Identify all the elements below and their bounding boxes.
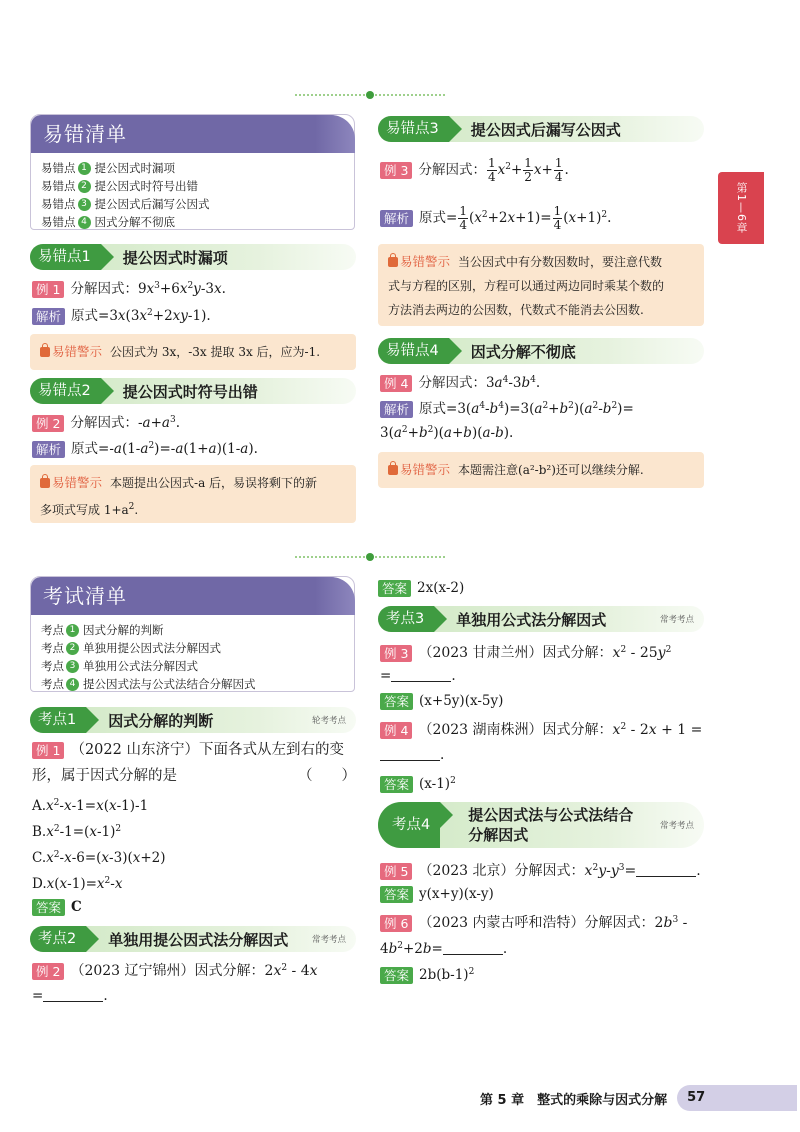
list-item: 考点 4 提公因式法与公式法结合分解因式 [41,677,256,691]
exam-example-3-cont: = . [380,668,456,684]
analysis-1: 解析 原式$=3x(3x^2+2xy-1)$. [32,303,211,326]
exam-example-3: 例 3 （2023 甘肃兰州）因式分解：$x^2 - 25y^2$ [380,640,671,663]
exam-answer-6: 答案 $2b(b-1)^2$ [380,962,474,985]
exam-example-6-cont: $4b^2+2b=$ . [380,941,508,957]
page-number: 57 [677,1085,797,1111]
lock-icon [40,478,50,488]
analysis-4: 解析 原式$=3(a^4-b^4)=3(a^2+b^2)(a^2-b^2)=$ [380,396,634,419]
mistake-4-tag: 易错点4 [378,338,449,364]
mistake-3-title: 提公因式后漏写公因式 [470,120,621,139]
mistakes-list-items [31,153,354,239]
exam-answer-2: 答案 2x(x-2) [378,578,464,598]
list-item: 考点 2 单独用提公因式法分解因式 [41,641,221,655]
list-item: 易错点 3 提公因式后漏写公因式 [41,197,210,211]
exam-example-2-cont: = . [32,988,108,1004]
lock-icon [40,347,50,357]
mistake-2-title: 提公因式时符号出错 [122,382,258,401]
exam-point-3-side: 常考考点 [659,615,694,625]
mistake-4-header [378,338,704,364]
exam-example-4: 例 4 （2023 湖南株洲）因式分解：$x^2 - 2x + 1$ = [380,717,702,740]
exam-point-2-tag: 考点2 [30,926,86,952]
exam-answer-3: 答案 (x+5y)(x-5y) [380,691,503,711]
list-item: 考点 1 因式分解的判断 [41,623,164,637]
exam-point-3-title: 单独用公式法分解因式 [456,610,607,629]
list-item: 易错点 1 提公因式时漏项 [41,161,175,175]
exam-point-2-side: 常考考点 [311,935,346,945]
mistakes-list-box [30,114,355,230]
mistake-2-header [30,378,356,404]
exam-point-4-title: 提公因式法与公式法结合 分解因式 [468,806,634,844]
mistake-1-tag: 易错点1 [30,244,101,270]
exam-answer-4: 答案 $(x-1)^2$ [380,771,456,794]
analysis-4-cont: $3(a^2+b^2)(a+b)(a-b)$. [380,425,514,441]
exam-example-4-cont: . [380,745,444,765]
list-item: 考点 3 单独用公式法分解因式 [41,659,198,673]
list-item: 易错点 4 因式分解不彻底 [41,215,175,229]
example-3: 例 3 分解因式： $\frac{1}{4}$ $x^2+$ $\frac{1}{2}$ x+ $\frac{1}{4}$ . [380,152,569,185]
warning-box-2: 易错警示 本题提出公因式-a 后，易误将剩下的新 多项式写成 $1+a^2$. [30,465,356,523]
example-4: 例 4 分解因式：$3a^4-3b^4$. [380,370,540,393]
exam-list-items [31,615,354,701]
list-item: 易错点 2 提公因式时符号出错 [41,179,198,193]
mistake-3-header [378,116,704,142]
mistake-1-header [30,244,356,270]
exam-example-5: 例 5 （2023 北京）分解因式：$x^2y-y^3=$ . [380,858,701,881]
exam-example-2: 例 2 （2023 辽宁锦州）因式分解：$2x^2 - 4x$ [32,958,318,981]
analysis-2: 解析 原式$=-a(1-a^2)=-a(1+a)(1-a)$. [32,436,258,459]
option-b: $B.x^2-1=(x-1)^2$ [32,824,122,840]
mistake-4-title: 因式分解不彻底 [470,342,576,361]
top-divider [295,94,445,100]
exam-point-2-header [30,926,356,952]
option-a: $A.x^2-x-1=x(x-1)-1$ [32,798,149,814]
exam-point-1-tag: 考点1 [30,707,86,733]
mistake-1-title: 提公因式时漏项 [122,248,228,267]
analysis-3: 解析 原式= $\frac{1}{4}$ $(x^2+2x+1)=$ $\frac{1}{4}$ $(x+1)^2$. [380,200,611,233]
warning-box-1: 易错警示 公因式为 3x，-3x 提取 3x 后，应为-1. [30,334,356,370]
chapter-side-tab: 第1—6章 [718,172,764,244]
warning-box-4: 易错警示 本题需注意(a²-b²)还可以继续分解. [378,452,704,488]
exam-list-title: 考试清单 [31,577,354,615]
mistake-2-tag: 易错点2 [30,378,101,404]
exam-point-3-tag: 考点3 [378,606,434,632]
exam-example-6: 例 6 （2023 内蒙古呼和浩特）分解因式：$2b^3$ - [380,910,687,933]
exam-answer-5: 答案 y(x+y)(x-y) [380,884,494,904]
option-d: $D.x(x-1)=x^2-x$ [32,876,123,892]
exam-example-1-cont: 形，属于因式分解的是 （ ） [32,768,356,784]
exam-answer-1: 答案 C [32,897,82,917]
exam-point-1-header [30,707,356,733]
exam-point-1-side: 轮考考点 [311,716,346,726]
exam-example-1: 例 1 （2022 山东济宁）下面各式从左到右的变 [32,740,344,760]
example-2: 例 2 分解因式：$-a+a^3$. [32,410,180,433]
mistake-3-tag: 易错点3 [378,116,449,142]
exam-point-4-header [378,802,704,848]
middle-divider [295,556,445,562]
exam-point-4-tag: 考点4 [378,802,440,848]
exam-point-2-title: 单独用提公因式法分解因式 [108,930,289,949]
footer-chapter: 第 5 章 整式的乘除与因式分解 [480,1092,668,1108]
warning-box-3: 易错警示 当公因式中有分数因数时，要注意代数 式与方程的区别，方程可以通过两边同时乘某个数的 方法消去两边的公因数，代数式不能消去公因数. [378,244,704,326]
page-footer [480,1085,797,1111]
option-c: $C.x^2-x-6=(x-3)(x+2)$ [32,850,166,866]
example-1: 例 1 分解因式：$9x^3+6x^2y-3x$. [32,276,226,299]
exam-point-4-side: 常考考点 [659,821,694,831]
exam-point-1-title: 因式分解的判断 [108,711,214,730]
lock-icon [388,465,398,475]
exam-list-box [30,576,355,692]
lock-icon [388,257,398,267]
mistakes-list-title: 易错清单 [31,115,354,153]
exam-point-3-header [378,606,704,632]
